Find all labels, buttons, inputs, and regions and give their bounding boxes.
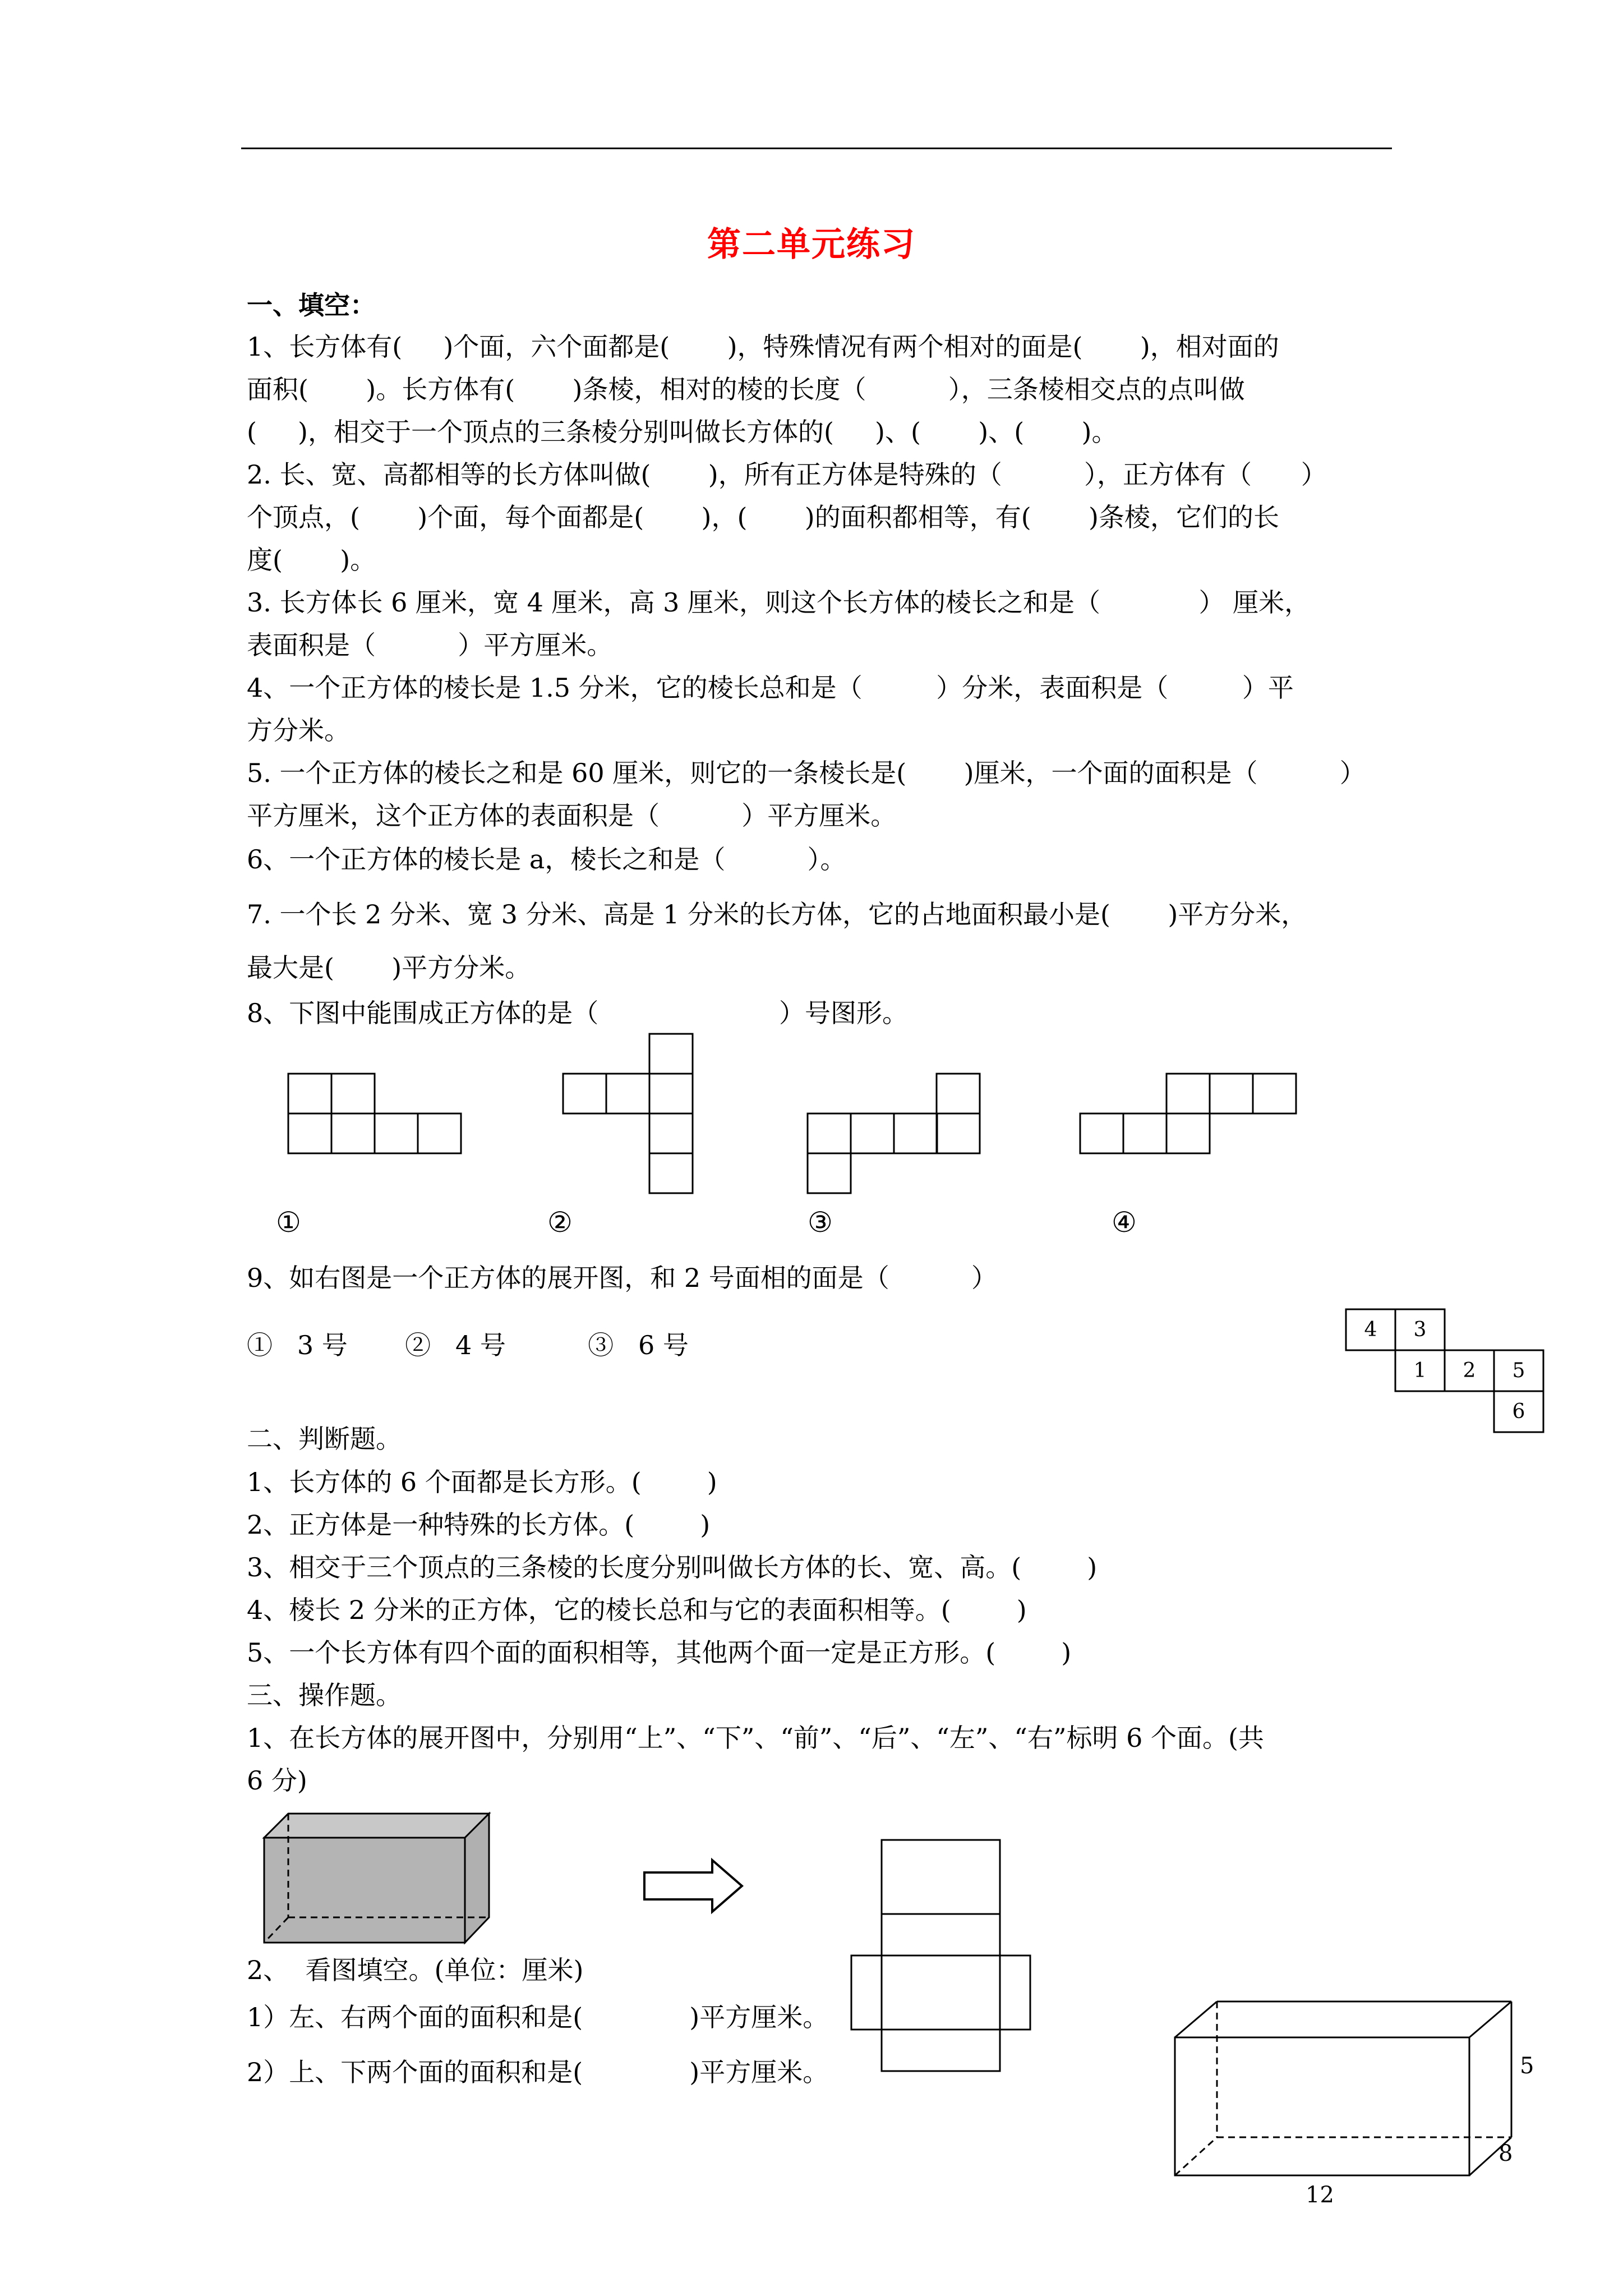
s1-line: 1、长方体有( )个面，六个面都是( )，特殊情况有两个相对的面是( )，相对面的 xyxy=(247,332,1279,362)
dim-width: 8 xyxy=(1498,2141,1513,2166)
net-number: 2 xyxy=(1463,1359,1476,1382)
s3-q2-line: 1）左、右两个面的面积和是( )平方厘米。 xyxy=(247,2002,829,2032)
dim-height: 5 xyxy=(1520,2053,1534,2079)
s1-line: 4、一个正方体的棱长是 1.5 分米，它的棱长总和是（ ）分米，表面积是（ ）平 xyxy=(247,673,1294,703)
q9-options: ① 3 号 ② 4 号 ③ 6 号 xyxy=(247,1330,689,1360)
net-label: ③ xyxy=(808,1206,833,1239)
net-number: 3 xyxy=(1413,1318,1427,1341)
net-number: 1 xyxy=(1413,1359,1427,1382)
s2-line: 5、一个长方体有四个面的面积相等，其他两个面一定是正方形。( ) xyxy=(247,1637,1072,1668)
s1-line: 平方厘米，这个正方体的表面积是（ ）平方厘米。 xyxy=(247,800,897,831)
net-number: 5 xyxy=(1512,1359,1525,1382)
section1-heading: 一、填空： xyxy=(247,290,376,320)
s3-q2-line: 2、 看图填空。(单位：厘米) xyxy=(247,1955,584,1985)
s2-line: 2、正方体是一种特殊的长方体。( ) xyxy=(247,1510,711,1540)
net-label: ④ xyxy=(1112,1206,1137,1239)
s2-line: 4、棱长 2 分米的正方体，它的棱长总和与它的表面积相等。( ) xyxy=(247,1595,1027,1625)
s2-line: 1、长方体的 6 个面都是长方形。( ) xyxy=(247,1467,717,1497)
s1-line: 最大是( )平方分米。 xyxy=(247,953,531,983)
dim-length: 12 xyxy=(1306,2182,1334,2208)
s1-line: 5. 一个正方体的棱长之和是 60 厘米，则它的一条棱长是( )厘米，一个面的面积是（ ） xyxy=(247,758,1366,788)
s1-line: 3. 长方体长 6 厘米，宽 4 厘米，高 3 厘米，则这个长方体的棱长之和是（ ） 厘米， xyxy=(247,587,1311,618)
s1-line: ( )，相交于一个顶点的三条棱分别叫做长方体的( )、( )、( )。 xyxy=(247,417,1118,447)
s1-line: 6、一个正方体的棱长是 a，棱长之和是（ ）。 xyxy=(247,844,846,875)
grey-cuboid xyxy=(264,1814,489,1943)
net-label: ② xyxy=(547,1206,573,1239)
s1-line: 2. 长、宽、高都相等的长方体叫做( )，所有正方体是特殊的（ ），正方体有（ ） xyxy=(247,459,1327,490)
right-arrow xyxy=(644,1860,742,1912)
s1-line: 个顶点，( )个面，每个面都是( )，( )的面积都相等，有( )条棱，它们的长 xyxy=(247,502,1279,532)
wire-cuboid xyxy=(1175,2001,1511,2175)
s1-line: 8、下图中能围成正方体的是（ ）号图形。 xyxy=(247,998,908,1028)
net-label: ① xyxy=(276,1206,301,1239)
s1-line: 表面积是（ ）平方厘米。 xyxy=(247,630,613,660)
q9-text: 9、如右图是一个正方体的展开图，和 2 号面相的面是（ ） xyxy=(247,1263,997,1293)
page-title: 第二单元练习 xyxy=(707,225,916,264)
s1-line: 方分米。 xyxy=(247,715,350,746)
s2-line: 3、相交于三个顶点的三条棱的长度分别叫做长方体的长、宽、高。( ) xyxy=(247,1552,1098,1582)
s3-q1-line: 6 分) xyxy=(247,1765,307,1796)
net-number: 4 xyxy=(1364,1318,1377,1341)
cuboid-net xyxy=(851,1840,1030,2071)
section2-heading: 二、判断题。 xyxy=(247,1424,402,1454)
s1-line: 7. 一个长 2 分米、宽 3 分米、高是 1 分米的长方体，它的占地面积最小是( )平方分米， xyxy=(247,899,1307,930)
s3-q1-line: 1、在长方体的展开图中，分别用“上”、“下”、“前”、“后”、“左”、“右”标明 6 个面。(共 xyxy=(247,1723,1264,1753)
section3-heading: 三、操作题。 xyxy=(247,1680,402,1710)
s3-q2-line: 2）上、下两个面的面积和是( )平方厘米。 xyxy=(247,2057,829,2087)
net-number: 6 xyxy=(1512,1400,1525,1423)
s1-line: 面积( )。长方体有( )条棱，相对的棱的长度（ ），三条棱相交点的点叫做 xyxy=(247,374,1245,404)
s1-line: 度( )。 xyxy=(247,545,376,575)
